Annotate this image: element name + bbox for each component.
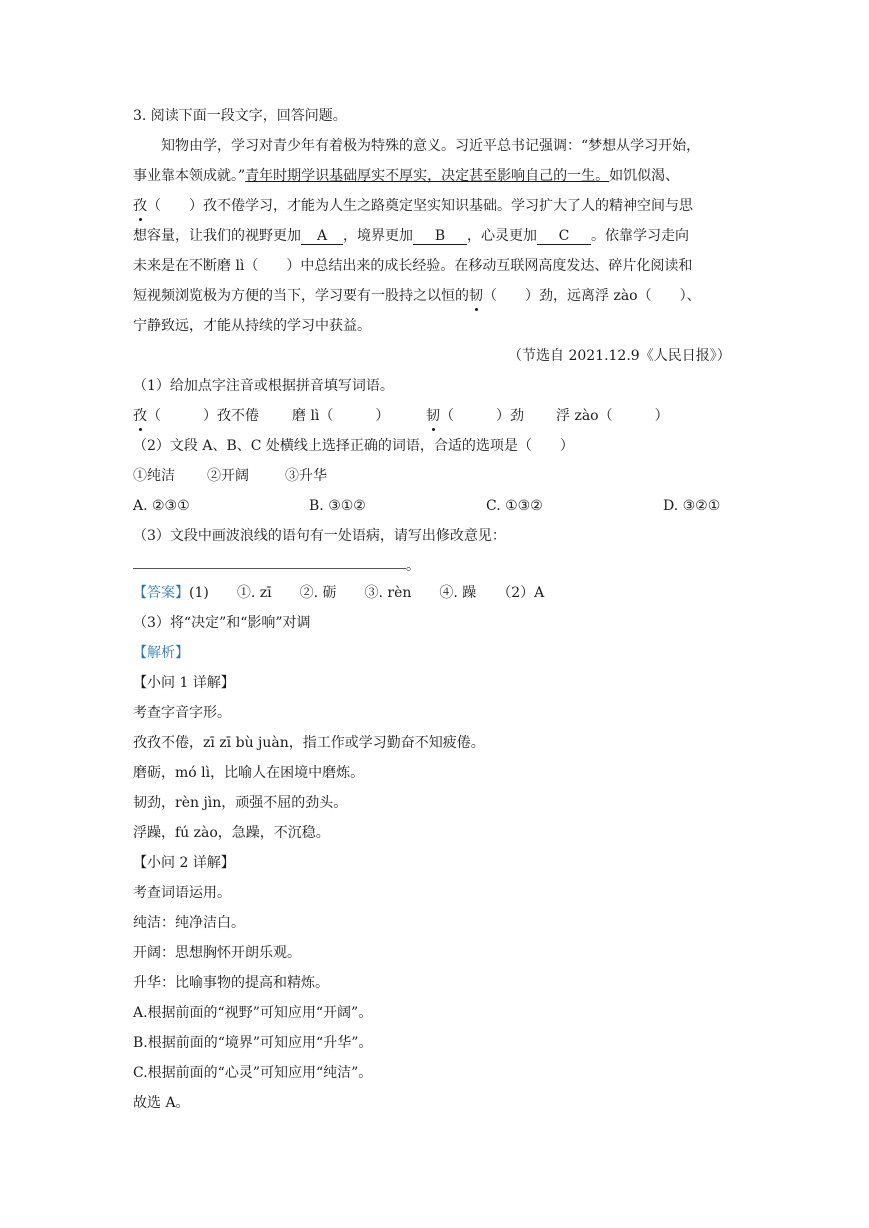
- answer-line-1: [133, 583, 544, 603]
- passage-line-3-rest: （ ）孜不倦学习，才能为人生之路奠定坚实知识基础。学习扩大了人的精神空间与思: [147, 198, 693, 214]
- sub1-dotted-zi: 孜: [133, 408, 147, 424]
- analysis-line: 升华：比喻事物的提高和精炼。: [133, 975, 329, 991]
- analysis-line: 纯洁：纯净洁白。: [133, 915, 245, 931]
- passage-line-4-a: 想容量，让我们的视野更加: [133, 228, 301, 244]
- analysis-label: 【解析】: [133, 645, 189, 661]
- analysis-line: A.根据前面的“视野”可知应用“开阔”。: [133, 1005, 373, 1021]
- analysis-line: 浮躁，fú zào，急躁，不沉稳。: [133, 825, 330, 841]
- passage-line-5: 未来是在不断磨 lì（ ）中总结出来的成长经验。在移动互联网高度发达、碎片化阅读和: [133, 258, 693, 274]
- passage-line-6: [133, 286, 701, 306]
- sub-question-3: （3）文段中画波浪线的语句有一处语病，请写出修改意见：: [133, 528, 506, 544]
- passage-line-7: 宁静致远，才能从持续的学习中获益。: [133, 318, 371, 334]
- answer-label: 【答案】: [133, 585, 189, 601]
- passage-line-4-c: ，心灵更加: [467, 228, 537, 244]
- word-option-3: ③升华: [285, 468, 327, 484]
- word-option-2: ②开阔: [207, 468, 249, 484]
- blank-a: A: [301, 228, 343, 245]
- answer-blank-end: 。: [406, 558, 420, 574]
- sub1-item-2: 磨 lì（ ）: [292, 408, 390, 424]
- analysis-line: 考查词语运用。: [133, 885, 231, 901]
- analysis-line: 孜孜不倦，zī zī bù juàn，指工作或学习勤奋不知疲倦。: [133, 735, 485, 751]
- analysis-line: 【小问 1 详解】: [133, 675, 235, 691]
- sub-question-2: （2）文段 A、B、C 处横线上选择正确的词语，合适的选项是（ ）: [133, 438, 574, 454]
- choice-c: C. ①③②: [486, 498, 543, 514]
- passage-line-6-b: （ ）劲，远离浮 zào（ ）、: [483, 288, 701, 304]
- passage-line-2-end: 如饥似渴、: [609, 168, 680, 184]
- question-header: 3. 阅读下面一段文字，回答问题。: [133, 108, 347, 124]
- sub1-item-3-text: （ ）劲: [440, 408, 524, 424]
- dotted-char-ren: 韧: [469, 288, 483, 304]
- answer-line-2: （3）将“决定”和“影响”对调: [133, 615, 311, 631]
- analysis-line: C.根据前面的“心灵”可知应用“纯洁”。: [133, 1065, 373, 1081]
- dotted-char-zi: 孜: [133, 198, 147, 214]
- blank-b: B: [413, 228, 467, 245]
- analysis-line: 磨砺，mó lì，比喻人在困境中磨炼。: [133, 765, 365, 781]
- passage-line-6-a: 短视频浏览极为方便的当下，学习要有一股持之以恒的: [133, 288, 469, 304]
- analysis-line: 韧劲，rèn jìn，顽强不屈的劲头。: [133, 795, 348, 811]
- passage-line-2-start: 事业靠本领成就。”: [133, 168, 246, 184]
- analysis-line: B.根据前面的“境界”可知应用“升华”。: [133, 1035, 373, 1051]
- sub1-item-3: [426, 406, 524, 426]
- passage-line-4-d: 。依靠学习走向: [591, 228, 689, 244]
- passage-line-4-b: ，境界更加: [343, 228, 413, 244]
- answer-blank-line: [133, 568, 406, 569]
- sub1-item-4: 浮 zào（ ）: [556, 408, 669, 424]
- analysis-line: 考查字音字形。: [133, 705, 231, 721]
- choice-a: A. ②③①: [133, 498, 190, 514]
- analysis-line: 开阔：思想胸怀开朗乐观。: [133, 945, 301, 961]
- passage-line-1: 知物由学，学习对青少年有着极为特殊的意义。习近平总书记强调：“梦想从学习开始，: [161, 138, 701, 154]
- sub1-item-1: [133, 406, 259, 426]
- analysis-line: 故选 A。: [133, 1095, 190, 1111]
- underlined-sentence: 青年时期学识基础厚实不厚实，决定甚至影响自己的一生。: [245, 168, 610, 184]
- analysis-line: 【小问 2 详解】: [133, 855, 235, 871]
- word-option-1: ①纯洁: [133, 468, 175, 484]
- source-citation: （节选自 2021.12.9《人民日报》）: [508, 348, 731, 364]
- passage-line-3: [133, 196, 693, 216]
- sub-question-1: （1）给加点字注音或根据拼音填写词语。: [133, 378, 394, 394]
- choice-b: B. ③①②: [309, 498, 366, 514]
- sub1-dotted-ren: 韧: [426, 408, 440, 424]
- passage-line-4: [133, 226, 689, 246]
- passage-line-2: [133, 166, 679, 186]
- choice-d: D. ③②①: [663, 498, 721, 514]
- sub1-item-1-text: （ ）孜不倦: [147, 408, 259, 424]
- blank-c: C: [537, 228, 591, 245]
- answer-text-1: (1) ①. zī ②. 砺 ③. rèn ④. 躁 （2）A: [189, 585, 545, 601]
